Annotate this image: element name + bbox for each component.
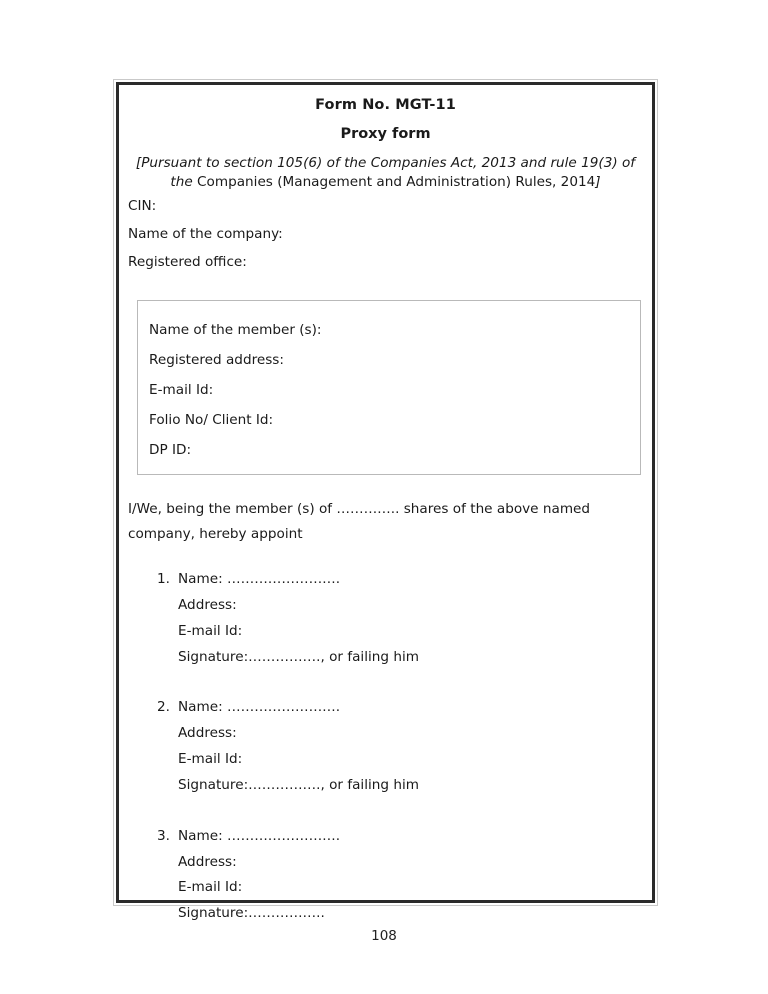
appointee-1-name: Name: …………………….: [178, 571, 341, 588]
field-company-name: Name of the company:: [128, 225, 283, 242]
field-cin: CIN:: [128, 197, 157, 214]
member-details-box: [137, 300, 641, 475]
page-number: 108: [371, 928, 397, 944]
citation-italic-close-bracket: ]: [595, 174, 601, 191]
form-inner-frame: [116, 82, 655, 922]
citation-upright-segment: Companies (Management and Administration) Rules, 2014: [192, 174, 596, 191]
appointee-2-signature: Signature:……………., or failing him: [178, 776, 419, 793]
appointee-1-email: E-mail Id:: [178, 622, 243, 639]
appointee-3-signature: Signature:……………..: [178, 905, 325, 922]
appointee-number-1: 1.: [157, 571, 170, 588]
appointee-3-name: Name: …………………….: [178, 827, 341, 844]
appointee-list: [128, 547, 643, 927]
form-subtitle: Proxy form: [340, 126, 431, 143]
form-title: Form No. MGT-11: [315, 97, 456, 113]
appointee-3-email: E-mail Id:: [178, 879, 243, 896]
appointee-1-address: Address:: [178, 596, 237, 613]
appointee-entry-3: [128, 824, 643, 927]
member-field-dp-id: DP ID:: [149, 441, 192, 458]
statutory-citation: [128, 145, 643, 193]
appointee-1-signature: Signature:……………., or failing him: [178, 648, 419, 665]
appointee-3-address: Address:: [178, 853, 237, 870]
appointment-paragraph: I/We, being the member (s) of ………….. shares of the above named company, hereby appoint: [128, 500, 591, 543]
form-outer-frame: [113, 79, 658, 922]
citation-italic-lead: [Pursuant to section 105(6) of the Companies Act, 2013 and rule 19(3) of the: [135, 155, 636, 191]
member-field-name: Name of the member (s):: [149, 321, 322, 338]
member-field-registered-address: Registered address:: [149, 351, 284, 368]
member-field-folio-client-id: Folio No/ Client Id:: [149, 411, 274, 428]
appointee-2-name: Name: …………………….: [178, 699, 341, 716]
appointee-2-email: E-mail Id:: [178, 751, 243, 768]
appointee-number-2: 2.: [157, 699, 170, 716]
member-field-email-id: E-mail Id:: [149, 381, 214, 398]
appointee-entry-2: [128, 695, 643, 798]
appointee-number-3: 3.: [157, 827, 170, 844]
appointee-2-address: Address:: [178, 725, 237, 742]
field-registered-office: Registered office:: [128, 253, 247, 270]
appointee-entry-1: [128, 567, 643, 670]
